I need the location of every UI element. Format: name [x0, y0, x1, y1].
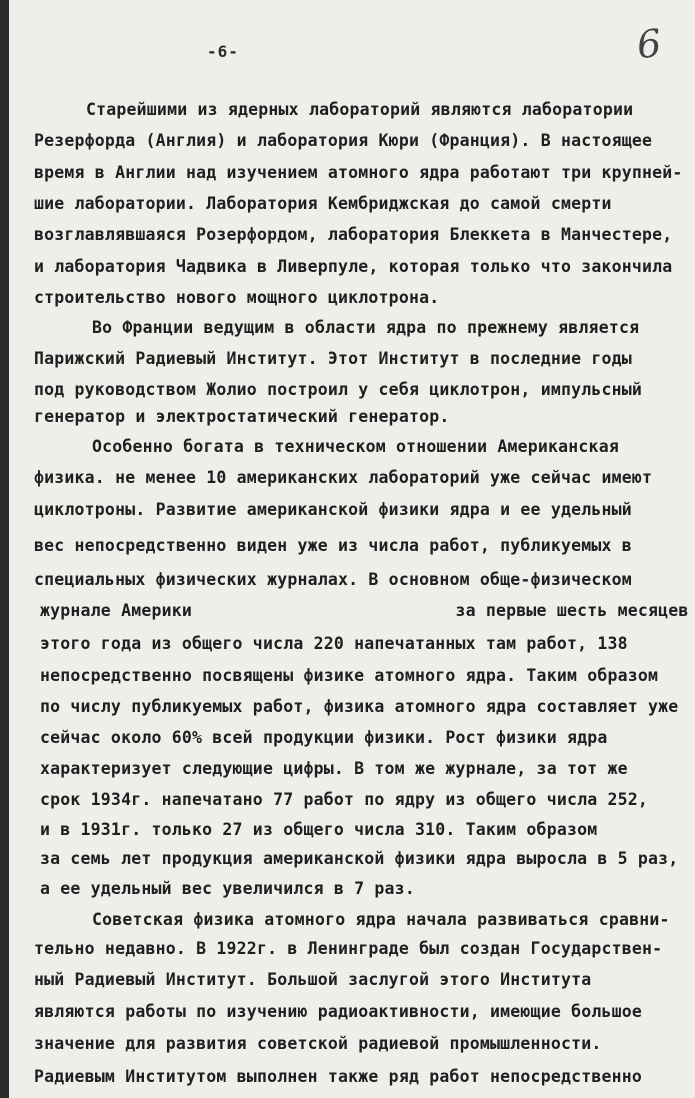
text-line: время в Англии над изучением атомного ядра работают три крупней-	[34, 163, 683, 182]
text-line: этого года из общего числа 220 напечатанных там работ, 138	[40, 634, 628, 653]
text-line: по числу публикуемых работ, физика атомного ядра составляет уже	[40, 697, 679, 716]
text-line: циклотроны. Развитие американской физики ядра и ее удельный	[34, 500, 632, 519]
text-line: строительство нового мощного циклотрона.	[34, 288, 440, 307]
text-line: и в 1931г. только 27 из общего числа 310. Таким образом	[40, 820, 598, 839]
text-line: Советская физика атомного ядра начала развиваться сравни-	[92, 910, 670, 929]
text-line: возглавлявшаяся Розерфордом, лаборатория Блеккета в Манчестере,	[34, 225, 673, 244]
scan-edge	[0, 0, 9, 1098]
text-line: Радиевым Институтом выполнен также ряд работ непосредственно	[34, 1067, 643, 1086]
text-line: являются работы по изучению радиоактивности, имеющие большое	[34, 1002, 643, 1021]
text-line: сейчас около 60% всей продукции физики. Рост физики ядра	[40, 728, 608, 747]
text-line: ный Радиевый Институт. Большой заслугой этого Института	[34, 970, 592, 989]
text-line: за семь лет продукция американской физики ядра выросла в 5 раз,	[40, 849, 679, 868]
text-line: Особенно богата в техническом отношении Американская	[92, 437, 619, 456]
handwritten-folio-number: 6	[634, 20, 664, 68]
text-line: генератор и электростатический генератор.	[34, 407, 450, 426]
text-line: непосредственно посвящены физике атомного ядра. Таким образом	[40, 666, 659, 685]
text-line: срок 1934г. напечатано 77 работ по ядру из общего числа 252,	[40, 790, 649, 809]
text-line: характеризует следующие цифры. В том же журнале, за тот же	[40, 759, 628, 778]
text-line: под руководством Жолио построил у себя циклотрон, импульсный	[34, 380, 643, 399]
text-line: тельно недавно. В 1922г. в Ленинграде был создан Государствен-	[34, 939, 663, 958]
text-line: специальных физических журналах. В основном обще-физическом	[34, 570, 632, 589]
text-line: физика. не менее 10 американских лабораторий уже сейчас имеют	[34, 468, 653, 487]
text-line: Парижский Радиевый Институт. Этот Институт в последние годы	[34, 349, 632, 368]
text-line: Резерфорда (Англия) и лаборатория Кюри (Франция). В настоящее	[34, 131, 653, 150]
text-line: значение для развития советской радиевой промышленности.	[34, 1034, 602, 1053]
text-line: Старейшими из ядерных лабораторий являются лаборатории	[86, 100, 634, 119]
text-line: Во Франции ведущим в области ядра по прежнему является	[92, 318, 640, 337]
text-line: вес непосредственно виден уже из числа работ, публикуемых в	[34, 536, 632, 555]
text-line: шие лаборатории. Лаборатория Кембриджская до самой смерти	[34, 194, 612, 213]
text-line: журнале Америки за первые шесть месяцев	[40, 601, 689, 620]
text-line: а ее удельный вес увеличился в 7 раз.	[40, 879, 415, 898]
text-line: и лаборатория Чадвика в Ливерпуле, которая только что закончила	[34, 257, 673, 276]
page-number: -6-	[207, 42, 239, 61]
